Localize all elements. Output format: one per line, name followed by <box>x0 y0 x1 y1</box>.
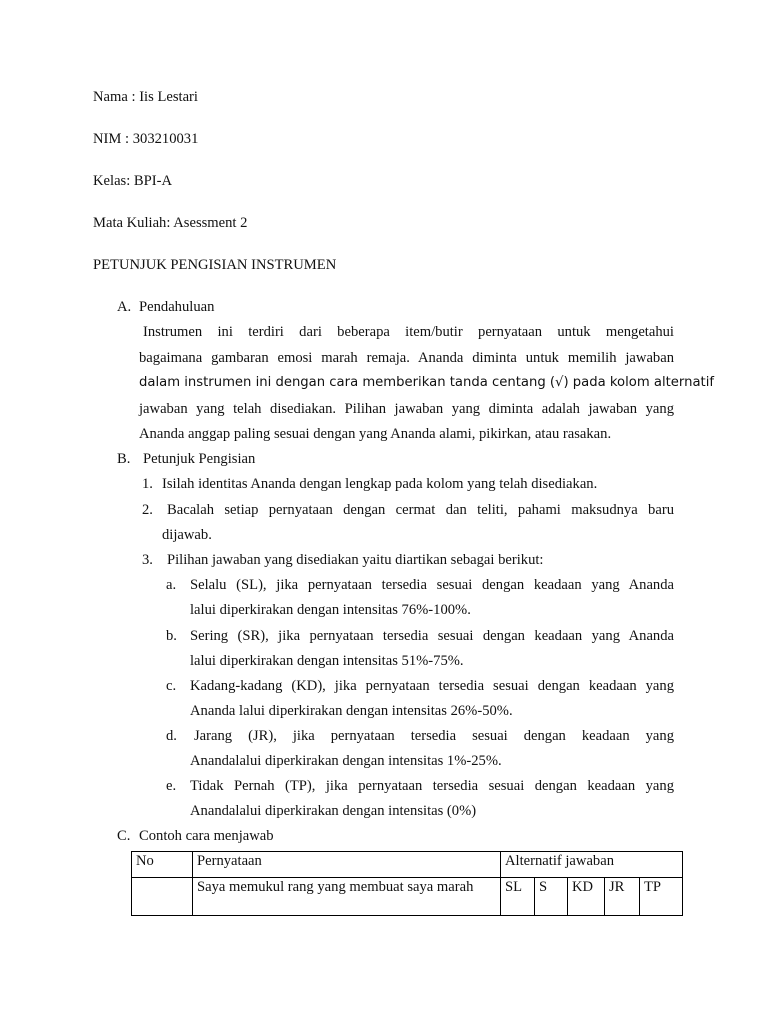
sublist-item-text: Sering (SR), jika pernyataan tersedia sesuai dengan keadaan yang Ananda <box>190 628 674 644</box>
section-a-line: Ananda anggap paling sesuai dengan yang Ananda alami, pikirkan, atau rasakan. <box>139 426 612 442</box>
sublist-letter: e. <box>166 778 177 794</box>
sublist-item-text: Selalu (SL), jika pernyataan tersedia sesuai dengan keadaan yang Ananda <box>190 577 674 593</box>
sublist-letter: a. <box>166 577 177 593</box>
section-a-line: bagaimana gambaran emosi marah remaja. Ananda diminta untuk memilih jawaban <box>139 350 674 366</box>
student-class: Kelas: BPI-A <box>93 173 173 189</box>
section-a-heading: Pendahuluan <box>139 299 215 315</box>
sublist-item-text: lalui diperkirakan dengan intensitas 76%-100%. <box>190 602 471 618</box>
sublist-item-text: lalui diperkirakan dengan intensitas 51%-75%. <box>190 653 464 669</box>
sublist-item-text: Tidak Pernah (TP), jika pernyataan tersedia sesuai dengan keadaan yang <box>190 778 674 794</box>
sublist-letter: b. <box>166 628 177 644</box>
list-item-text: dijawab. <box>162 527 212 543</box>
table-cell-statement: Saya memukul rang yang membuat saya marah <box>193 878 501 916</box>
example-answer-table <box>131 851 683 916</box>
table-header-pernyataan: Pernyataan <box>193 852 501 878</box>
sublist-item-text: Anandalalui diperkirakan dengan intensitas (0%) <box>190 803 477 819</box>
list-number: 2. <box>142 502 153 518</box>
table-header-no: No <box>132 852 193 878</box>
sublist-item-text: Anandalalui diperkirakan dengan intensitas 1%-25%. <box>190 753 502 769</box>
list-item-text: Isilah identitas Ananda dengan lengkap pada kolom yang telah disediakan. <box>162 476 598 492</box>
table-cell-option-sl[interactable]: SL <box>501 878 535 916</box>
table-header-alternatif: Alternatif jawaban <box>501 852 683 878</box>
list-item-text: Bacalah setiap pernyataan dengan cermat dan teliti, pahami maksudnya baru <box>167 502 674 518</box>
student-name: Nama : Iis Lestari <box>93 89 198 105</box>
sublist-letter: d. <box>166 728 177 744</box>
section-a-line: Instrumen ini terdiri dari beberapa item/butir pernyataan untuk mengetahui <box>143 324 674 340</box>
document-title: PETUNJUK PENGISIAN INSTRUMEN <box>93 257 337 273</box>
section-b-heading: Petunjuk Pengisian <box>143 451 256 467</box>
section-a-label: A. <box>117 299 132 315</box>
section-a-line: jawaban yang telah disediakan. Pilihan jawaban yang diminta adalah jawaban yang <box>139 401 674 417</box>
list-number: 3. <box>142 552 153 568</box>
section-c-heading: Contoh cara menjawab <box>139 828 274 844</box>
student-nim: NIM : 303210031 <box>93 131 199 147</box>
sublist-letter: c. <box>166 678 177 694</box>
section-b-label: B. <box>117 451 131 467</box>
table-cell-no <box>132 878 193 916</box>
list-number: 1. <box>142 476 153 492</box>
list-item-text: Pilihan jawaban yang disediakan yaitu diartikan sebagai berikut: <box>167 552 544 568</box>
table-cell-option-s[interactable]: S <box>535 878 568 916</box>
table-cell-option-jr[interactable]: JR <box>605 878 640 916</box>
sublist-item-text: Jarang (JR), jika pernyataan tersedia sesuai dengan keadaan yang <box>194 728 674 744</box>
table-cell-option-kd[interactable]: KD <box>568 878 605 916</box>
sublist-item-text: Ananda lalui diperkirakan dengan intensitas 26%-50%. <box>190 703 513 719</box>
section-a-line: dalam instrumen ini dengan cara memberikan tanda centang (√) pada kolom alternatif <box>139 375 715 390</box>
section-c-label: C. <box>117 828 131 844</box>
course-name: Mata Kuliah: Asessment 2 <box>93 215 248 231</box>
table-cell-option-tp[interactable]: TP <box>640 878 683 916</box>
sublist-item-text: Kadang-kadang (KD), jika pernyataan tersedia sesuai dengan keadaan yang <box>190 678 674 694</box>
